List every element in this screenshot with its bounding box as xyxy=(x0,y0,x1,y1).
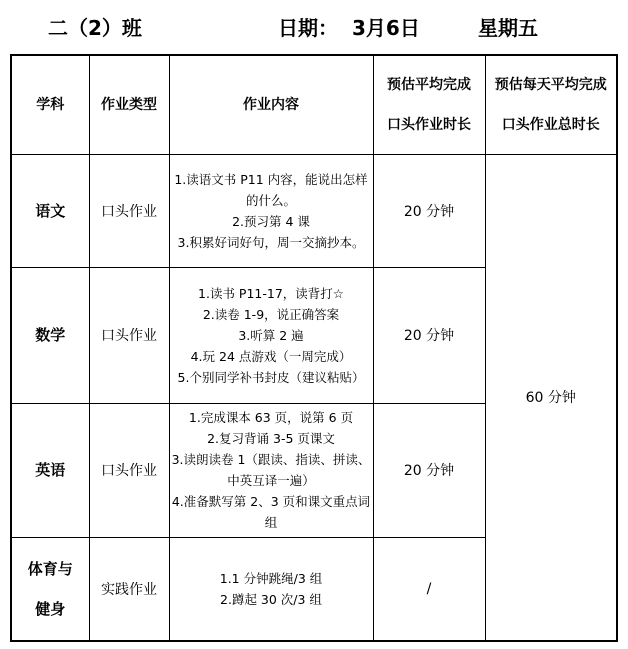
column-header-total-time-line-2: 口头作业总时长 xyxy=(501,116,600,133)
total-time-cell: 60 分钟 xyxy=(485,154,617,641)
table-header-row xyxy=(11,55,617,154)
subject-cell xyxy=(11,537,89,641)
column-header-total-time xyxy=(485,55,617,154)
subject-cell: 语文 xyxy=(11,154,89,267)
type-cell: 实践作业 xyxy=(89,537,169,641)
content-cell xyxy=(169,154,373,267)
time-cell: / xyxy=(373,537,485,641)
subject-line-2: 健身 xyxy=(35,599,66,618)
column-header-content: 作业内容 xyxy=(169,55,373,154)
content-item: 2.读卷 1-9，说正确答案 xyxy=(202,306,340,322)
time-cell: 20 分钟 xyxy=(373,267,485,403)
content-item: 1.1 分钟跳绳/3 组 xyxy=(219,570,323,586)
page-header xyxy=(0,6,628,42)
column-header-avg-time-line-2: 口头作业时长 xyxy=(387,116,471,133)
time-cell: 20 分钟 xyxy=(373,403,485,537)
subject-line-1: 体育与 xyxy=(27,559,73,578)
column-header-total-time-line-1: 预估每天平均完成 xyxy=(494,76,607,93)
time-cell: 20 分钟 xyxy=(373,154,485,267)
content-item: 3.读朗读卷 1（跟读、指读、拼读、中英互译一遍） xyxy=(171,452,371,488)
content-item: 3.听算 2 遍 xyxy=(238,327,304,343)
subject-cell: 数学 xyxy=(11,267,89,403)
content-item: 2.复习背诵 3-5 页课文 xyxy=(207,431,335,446)
content-item: 1.完成课本 63 页，说第 6 页 xyxy=(188,410,354,425)
content-item: 1.读语文书 P11 内容，能说出怎样的什么。 xyxy=(174,171,368,208)
type-cell: 口头作业 xyxy=(89,154,169,267)
content-item: 3.积累好词好句，周一交摘抄本。 xyxy=(177,234,365,250)
subject-cell: 英语 xyxy=(11,403,89,537)
column-header-subject: 学科 xyxy=(11,55,89,154)
class-name: 二（2）班 xyxy=(48,16,142,40)
column-header-avg-time-line-1: 预估平均完成 xyxy=(387,76,471,93)
type-cell: 口头作业 xyxy=(89,403,169,537)
content-item: 2.蹲起 30 次/3 组 xyxy=(220,591,322,607)
column-header-type: 作业类型 xyxy=(89,55,169,154)
date-value: 3月6日 xyxy=(352,16,420,40)
type-cell: 口头作业 xyxy=(89,267,169,403)
content-cell xyxy=(169,267,373,403)
content-item: 5.个别同学补书封皮（建议粘贴） xyxy=(177,369,365,385)
content-cell xyxy=(169,403,373,537)
homework-table xyxy=(10,54,618,642)
weekday: 星期五 xyxy=(478,16,538,40)
content-cell xyxy=(169,537,373,641)
content-item: 2.预习第 4 课 xyxy=(232,213,310,229)
content-item: 4.玩 24 点游戏（一周完成） xyxy=(190,348,352,364)
content-item: 4.准备默写第 2、3 页和课文重点词组 xyxy=(171,494,371,530)
date-label: 日期： xyxy=(278,16,338,40)
content-item: 1.读书 P11-17，读背打☆ xyxy=(198,285,344,301)
table-row xyxy=(11,154,617,267)
column-header-avg-time xyxy=(373,55,485,154)
